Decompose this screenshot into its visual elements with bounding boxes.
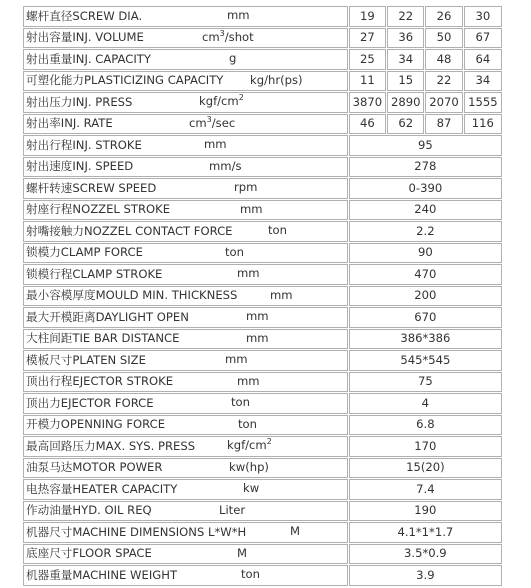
spec-row: [23, 178, 502, 199]
spec-unit: [270, 289, 293, 302]
spec-unit-text: kg/hr(ps): [250, 72, 303, 87]
spec-label-english: INJ. VOLUME: [72, 30, 144, 45]
spec-row: [23, 264, 502, 285]
spec-unit: [189, 114, 236, 130]
spec-value-cell: 11: [349, 71, 386, 92]
spec-unit-text: kw: [243, 481, 260, 495]
spec-label-english: NOZZEL CONTACT FORCE: [83, 223, 233, 238]
spec-unit-text: mm/s: [209, 158, 242, 173]
spec-label-chinese: 模板尺寸: [26, 352, 73, 367]
spec-value-cell: 30: [464, 6, 502, 27]
spec-unit-superscript: 2: [238, 93, 244, 102]
spec-row: [23, 71, 502, 92]
spec-unit: [229, 52, 236, 65]
spec-label-english: TIE BAR DISTANCE: [72, 331, 180, 346]
spec-value-cell: 4.1*1*1.7: [349, 522, 502, 543]
spec-label-english: SCREW SPEED: [72, 180, 157, 195]
spec-label-cell: [23, 6, 348, 27]
spec-unit-superscript: 3: [206, 114, 212, 124]
spec-unit-text: kgf/cm: [199, 94, 239, 108]
spec-row: [23, 6, 502, 27]
spec-row: [23, 114, 502, 135]
spec-unit-text: kgf/cm: [227, 438, 267, 452]
spec-unit: [250, 74, 303, 87]
spec-row: [23, 501, 502, 522]
spec-label-chinese: 顶出力: [26, 395, 61, 410]
spec-unit: [237, 547, 247, 560]
spec-row: [23, 49, 502, 70]
spec-label-cell: [23, 329, 348, 350]
spec-label-chinese: 最高回路压力: [26, 438, 96, 453]
spec-label-english: INJ. PRESS: [72, 94, 133, 109]
spec-label-english: MAX. SYS. PRESS: [95, 438, 196, 453]
spec-label-chinese: 油泵马达: [26, 460, 73, 475]
spec-label-chinese: 射出容量: [26, 30, 73, 45]
spec-row: [23, 436, 502, 457]
spec-value-cell: 19: [349, 6, 386, 27]
spec-label-english: NOZZEL STROKE: [72, 202, 171, 217]
spec-value-cell: 6.8: [349, 415, 502, 436]
spec-label-english: HYD. OIL REQ: [72, 503, 152, 518]
spec-label-chinese: 机器尺寸: [26, 524, 73, 539]
spec-label-cell: [23, 135, 348, 156]
spec-unit: [238, 418, 257, 431]
spec-value-cell: 240: [349, 200, 502, 221]
spec-value-cell: 1555: [464, 92, 502, 113]
spec-value-cell: 3.9: [349, 565, 502, 586]
spec-label-chinese: 射嘴接触力: [26, 223, 84, 238]
spec-value-cell: 48: [425, 49, 462, 70]
spec-label-cell: [23, 286, 348, 307]
spec-label-chinese: 螺杆直径: [26, 8, 73, 23]
spec-unit-text: mm: [225, 352, 248, 366]
spec-row: [23, 329, 502, 350]
spec-unit: [237, 375, 260, 388]
spec-value-cell: 2.2: [349, 221, 502, 242]
spec-unit-text: kw(hp): [229, 459, 269, 474]
spec-value-cell: 46: [349, 114, 386, 135]
spec-value-cell: 75: [349, 372, 502, 393]
spec-unit-text: ton: [241, 567, 260, 581]
spec-unit: [199, 95, 244, 108]
spec-unit-text: ton: [268, 223, 287, 237]
spec-label-english: INJ. STROKE: [72, 137, 142, 152]
spec-table-body: [23, 6, 502, 586]
spec-value-cell: 15(20): [349, 458, 502, 479]
spec-unit-suffix: /shot: [224, 29, 254, 44]
spec-unit-text: mm: [240, 201, 263, 216]
spec-unit: [240, 203, 263, 216]
spec-label-english: FLOOR SPACE: [72, 546, 152, 561]
spec-label-cell: [23, 92, 348, 113]
spec-label-chinese: 作动油量: [26, 503, 73, 518]
spec-unit: [227, 9, 250, 22]
spec-value-cell: 62: [387, 114, 424, 135]
spec-row: [23, 200, 502, 221]
spec-label-english: EJECTOR STROKE: [72, 374, 174, 389]
spec-label-chinese: 开模力: [26, 417, 61, 432]
spec-unit-superscript: 2: [266, 437, 272, 446]
spec-value-cell: 36: [387, 28, 424, 49]
spec-label-cell: [23, 393, 348, 414]
spec-unit: [246, 332, 269, 345]
spec-label-english: PLASTICIZING CAPACITY: [83, 73, 224, 88]
spec-label-cell: [23, 350, 348, 371]
spec-value-cell: 190: [349, 501, 502, 522]
spec-unit-text: mm: [237, 266, 260, 280]
spec-label-chinese: 射出行程: [26, 137, 73, 152]
spec-label-english: MOTOR POWER: [72, 460, 163, 475]
spec-row: [23, 522, 502, 543]
spec-row: [23, 479, 502, 500]
spec-label-chinese: 锁模力: [26, 245, 61, 260]
spec-unit-text: Liter: [219, 502, 246, 517]
spec-unit: [209, 160, 242, 173]
spec-row: [23, 372, 502, 393]
spec-label-chinese: 顶出行程: [26, 374, 73, 389]
spec-row: [23, 286, 502, 307]
spec-unit-text: mm: [270, 287, 293, 302]
spec-label-chinese: 大柱间距: [26, 331, 73, 346]
spec-unit-text: mm: [227, 8, 250, 22]
spec-label-english: MACHINE DIMENSIONS L*W*H: [72, 524, 247, 539]
spec-unit: [229, 461, 269, 474]
spec-label-cell: [23, 479, 348, 500]
spec-label-cell: [23, 501, 348, 522]
spec-unit-text: rpm: [234, 180, 258, 194]
spec-label-english: DAYLIGHT OPEN: [95, 309, 189, 324]
spec-label-cell: [23, 221, 348, 242]
spec-unit-text: ton: [231, 395, 250, 409]
spec-value-cell: 200: [349, 286, 502, 307]
spec-label-english: PLATEN SIZE: [72, 352, 146, 367]
spec-unit: [241, 568, 260, 581]
spec-label-cell: [23, 71, 348, 92]
spec-unit-text: M: [237, 545, 248, 560]
spec-label-cell: [23, 178, 348, 199]
spec-label-cell: [23, 307, 348, 328]
spec-unit-superscript: 3: [219, 28, 225, 38]
spec-unit-text: mm: [237, 373, 260, 388]
spec-label-chinese: 螺杆转速: [26, 180, 73, 195]
spec-unit-text: g: [229, 51, 237, 65]
spec-row: [23, 135, 502, 156]
spec-label-english: OPENNING FORCE: [60, 417, 166, 432]
spec-value-cell: 34: [464, 71, 502, 92]
spec-label-cell: [23, 28, 348, 49]
spec-label-cell: [23, 49, 348, 70]
spec-row: [23, 415, 502, 436]
spec-value-cell: 64: [464, 49, 502, 70]
spec-label-cell: [23, 372, 348, 393]
spec-value-cell: 15: [387, 71, 424, 92]
spec-unit-text: ton: [225, 244, 244, 259]
spec-label-chinese: 射出压力: [26, 94, 73, 109]
spec-value-cell: 7.4: [349, 479, 502, 500]
spec-unit: [204, 138, 227, 151]
spec-row: [23, 221, 502, 242]
spec-label-chinese: 最小容模厚度: [26, 288, 96, 303]
spec-row: [23, 243, 502, 264]
spec-label-english: MACHINE WEIGHT: [72, 567, 178, 582]
spec-value-cell: 26: [425, 6, 462, 27]
spec-label-english: HEATER CAPACITY: [72, 481, 178, 496]
spec-row: [23, 307, 502, 328]
spec-value-cell: 22: [425, 71, 462, 92]
spec-unit: [202, 28, 254, 44]
spec-unit: [237, 267, 260, 280]
spec-label-chinese: 最大开模距离: [26, 309, 96, 324]
spec-label-cell: [23, 544, 348, 565]
spec-value-cell: 2890: [387, 92, 424, 113]
spec-label-english: CLAMP FORCE: [60, 245, 143, 260]
spec-value-cell: 670: [349, 307, 502, 328]
spec-value-cell: 27: [349, 28, 386, 49]
spec-unit-text: mm: [246, 309, 269, 323]
spec-label-english: INJ. RATE: [60, 116, 113, 131]
spec-label-chinese: 射座行程: [26, 202, 73, 217]
spec-value-cell: 0-390: [349, 178, 502, 199]
spec-unit-text: mm: [204, 137, 227, 151]
spec-value-cell: 545*545: [349, 350, 502, 371]
spec-unit: [225, 353, 248, 366]
spec-unit-text: ton: [238, 416, 257, 431]
spec-label-english: SCREW DIA.: [72, 8, 143, 23]
spec-label-cell: [23, 565, 348, 586]
spec-value-cell: 22: [387, 6, 424, 27]
spec-row: [23, 565, 502, 586]
spec-value-cell: 25: [349, 49, 386, 70]
spec-value-cell: 67: [464, 28, 502, 49]
spec-value-cell: 50: [425, 28, 462, 49]
spec-value-cell: 278: [349, 157, 502, 178]
spec-unit-text: cm: [189, 115, 207, 130]
spec-value-cell: 386*386: [349, 329, 502, 350]
spec-label-english: EJECTOR FORCE: [60, 395, 154, 410]
spec-label-english: INJ. CAPACITY: [72, 51, 151, 66]
spec-label-chinese: 机器重量: [26, 567, 73, 582]
spec-label-chinese: 射出率: [26, 116, 61, 131]
spec-unit: [227, 439, 272, 452]
spec-label-chinese: 射出速度: [26, 159, 73, 174]
spec-label-cell: [23, 264, 348, 285]
spec-value-cell: 90: [349, 243, 502, 264]
spec-value-cell: 95: [349, 135, 502, 156]
spec-value-cell: 470: [349, 264, 502, 285]
spec-label-cell: [23, 243, 348, 264]
spec-label-cell: [23, 200, 348, 221]
spec-label-cell: [23, 157, 348, 178]
spec-label-cell: [23, 114, 348, 135]
spec-label-cell: [23, 522, 348, 543]
spec-unit: [268, 224, 287, 237]
spec-row: [23, 28, 502, 49]
spec-unit-text: cm: [202, 29, 220, 44]
spec-value-cell: 87: [425, 114, 462, 135]
spec-row: [23, 157, 502, 178]
spec-unit: [225, 246, 244, 259]
spec-unit: [243, 482, 259, 495]
spec-table: [22, 5, 503, 587]
spec-label-english: MOULD MIN. THICKNESS: [95, 288, 238, 303]
spec-unit: [231, 396, 250, 409]
spec-label-english: CLAMP STROKE: [72, 266, 163, 281]
spec-unit: [219, 504, 245, 517]
spec-label-english: INJ. SPEED: [72, 159, 134, 174]
spec-row: [23, 458, 502, 479]
spec-row: [23, 350, 502, 371]
spec-label-cell: [23, 458, 348, 479]
spec-label-chinese: 电热容量: [26, 481, 73, 496]
spec-unit: [290, 525, 300, 538]
spec-label-cell: [23, 415, 348, 436]
spec-label-chinese: 底座尺寸: [26, 546, 73, 561]
spec-unit-text: M: [290, 524, 301, 538]
spec-value-cell: 3.5*0.9: [349, 544, 502, 565]
spec-label-chinese: 锁模行程: [26, 266, 73, 281]
spec-value-cell: 2070: [425, 92, 462, 113]
spec-unit: [246, 310, 269, 323]
spec-unit-suffix: /sec: [211, 115, 236, 130]
spec-value-cell: 170: [349, 436, 502, 457]
spec-value-cell: 34: [387, 49, 424, 70]
spec-row: [23, 393, 502, 414]
spec-value-cell: 116: [464, 114, 502, 135]
spec-value-cell: 4: [349, 393, 502, 414]
spec-row: [23, 544, 502, 565]
spec-unit-text: mm: [246, 330, 269, 345]
spec-row: [23, 92, 502, 113]
spec-label-chinese: 射出重量: [26, 51, 73, 66]
spec-value-cell: 3870: [349, 92, 386, 113]
spec-unit: [234, 181, 257, 194]
spec-label-chinese: 可塑化能力: [26, 73, 84, 88]
spec-label-cell: [23, 436, 348, 457]
